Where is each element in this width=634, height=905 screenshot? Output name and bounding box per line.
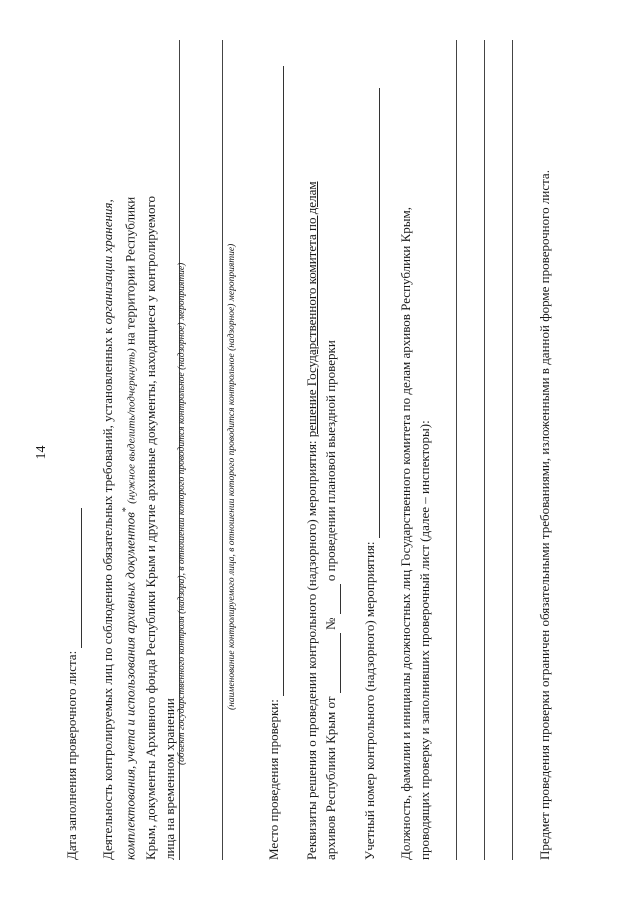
inspector-line-3[interactable] [512, 40, 513, 860]
requisites-value: решение Государственного комитета по делам [304, 181, 319, 438]
inspector-line-2[interactable] [484, 40, 485, 860]
activity-text-3: Крым, документы Архивного фонда Республики Крым и другие архивные документы, находящиеся у контролируемого [143, 195, 159, 860]
date-label: Дата заполнения проверочного листа: [64, 650, 79, 860]
account-field[interactable] [360, 88, 380, 538]
requisites-label: Реквизиты решения о проведении контрольного (надзорного) мероприятия: [304, 440, 319, 860]
subject-line: Предмет проведения проверки ограничен обязательными требованиями, изложенными в данной форме проверочного листа. [537, 170, 552, 860]
activity-text-4: лица на временном хранении [160, 40, 180, 860]
activity-italic-2: комплектования, учета и использования архивных документов [122, 512, 138, 860]
place-row [264, 40, 284, 860]
place-field[interactable] [264, 66, 284, 696]
entity-hint: (наименование контролируемого лица, в отношении которого проводится контрольное (надзорное) мероприятие) [227, 243, 237, 710]
account-label: Учетный номер контрольного (надзорного) мероприятия: [362, 541, 377, 860]
officials-block [396, 40, 434, 860]
activity-text-1: Деятельность контролируемых лиц по соблюдению обязательных требований, установленных к [100, 327, 115, 860]
requisites-line2-a: архивов Республики Крым от [323, 696, 338, 860]
activity-italic-1: организации хранения, [100, 199, 115, 325]
activity-text-2: на территории Республики [122, 196, 138, 346]
date-field[interactable] [62, 508, 82, 648]
officials-line-1: Должность, фамилии и инициалы должностных лиц Государственного комитета по делам архивов Республики Крым, [398, 207, 413, 860]
requisites-number-field[interactable] [321, 584, 341, 614]
officials-line-2: проводящих проверку и заполнивших проверочный лист (далее – инспекторы): [417, 420, 432, 860]
page-number: 14 [34, 445, 49, 460]
requisites-block [302, 40, 341, 860]
requisites-date-field[interactable] [321, 633, 341, 693]
entity-line[interactable] [222, 40, 223, 860]
account-row [360, 40, 380, 860]
requisites-line2-b: о проведении плановой выездной проверки [323, 340, 338, 582]
inspector-line-1[interactable] [456, 40, 457, 860]
place-label: Место проведения проверки: [266, 699, 281, 860]
activity-paragraph: Деятельность контролируемых лиц по соблюдению обязательных требований, установленных к организации хранения, комплектования, учета и использования архивных документов* (нужное выделить/подчеркнуть) на территории Республики Крым, документы Архивного фонда Республики Крым и другие архивные документы, находящиеся у контролируемого лица на временном хранении [98, 40, 180, 860]
activity-hint: (нужное выделить/подчеркнуть) [125, 348, 138, 504]
date-row [62, 40, 82, 860]
requisites-number-sign: № [323, 617, 338, 630]
object-hint: (объект государственного контроля (надзора), в отношении которого проводится контрольное (надзорное) мероприятие) [177, 262, 187, 765]
